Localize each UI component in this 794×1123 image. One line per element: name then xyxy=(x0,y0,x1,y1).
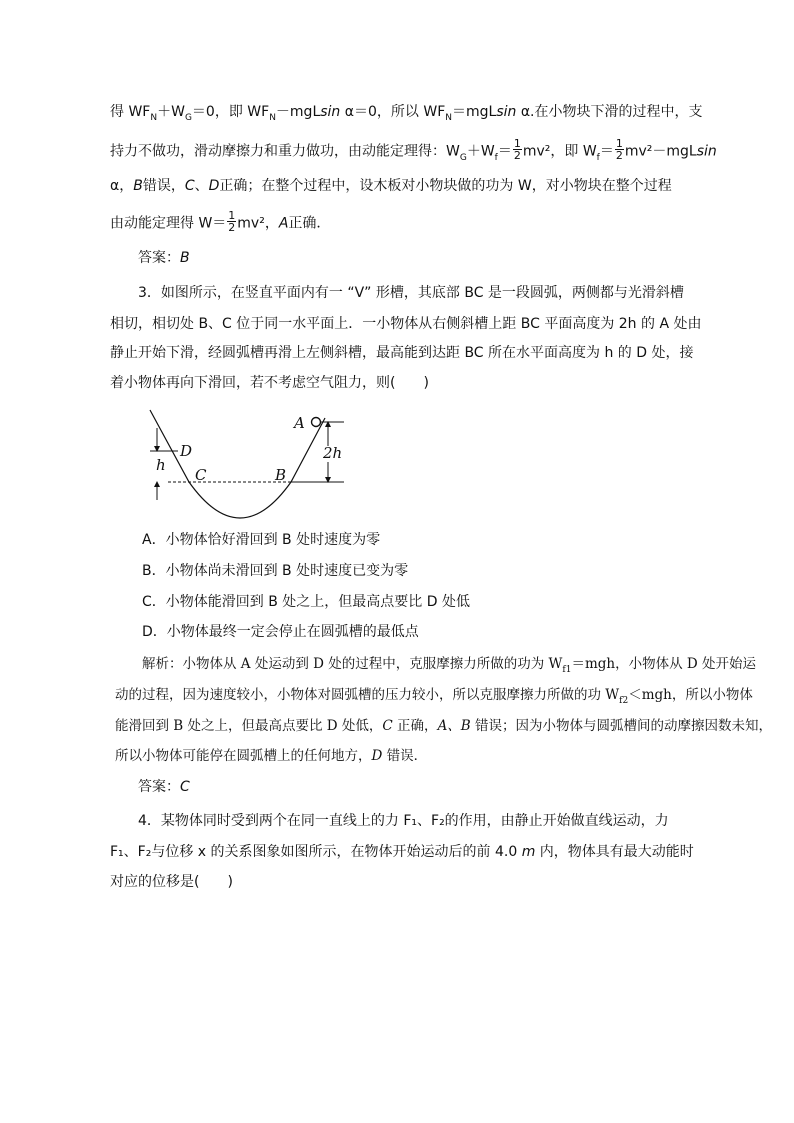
analysis-line-3: 能滑回到 B 处之上，但最高点要比 D 处低，C 正确，A、B 错误；因为小物体与圆弧槽间的动摩擦因数未知， xyxy=(115,718,773,734)
analysis-line-1: 解析：小物体从 A 处运动到 D 处的过程中，克服摩擦力所做的功为 $W_{f1}=mgh$，小物体从 D 处开始运 xyxy=(142,656,757,675)
label-h: h xyxy=(156,456,166,474)
option-d: D．小物体最终一定会停止在圆弧槽的最低点 xyxy=(142,624,419,640)
q3-line-4: 着小物体再向下滑回，若不考虑空气阻力，则( ) xyxy=(110,375,429,391)
q3-line-1: 3．如图所示，在竖直平面内有一 “V” 形槽，其底部 BC 是一段圆弧，两侧都与光滑斜槽 xyxy=(138,285,684,301)
q4-line-1: 4．某物体同时受到两个在同一直线上的力 F₁、F₂的作用，由静止开始做直线运动，力 xyxy=(138,813,669,829)
analysis-line-2: 动的过程，因为速度较小，小物体对圆弧槽的压力较小，所以克服摩擦力所做的功 $W_{f2}<mgh$，所以小物体 xyxy=(115,687,753,706)
option-a: A．小物体恰好滑回到 B 处时速度为零 xyxy=(142,532,381,548)
answer-1: 答案：B xyxy=(138,250,190,266)
option-b: B．小物体尚未滑回到 B 处时速度已变为零 xyxy=(142,563,409,579)
label-2h: 2h xyxy=(323,444,343,462)
analysis-line-4: 所以小物体可能停在圆弧槽上的任何地方，D 错误． xyxy=(115,748,428,764)
solution-line-4: 由动能定理得 W＝ $\frac{1}{2}$ mv²，A正确． xyxy=(110,209,331,234)
q4-line-2: F₁、F₂与位移 x 的关系图象如图所示，在物体开始运动后的前 4.0 m 内，物体具有最大动能时 xyxy=(110,844,694,860)
q4-line-3: 对应的位移是( ) xyxy=(110,874,233,890)
fraction-one-half: $\frac{1}{2}$ xyxy=(513,137,521,162)
q3-line-2: 相切，相切处 B、C 位于同一水平面上．一小物体从右侧斜槽上距 BC 平面高度为 2h 的 A 处由 xyxy=(110,316,702,332)
fraction-one-half: $\frac{1}{2}$ xyxy=(615,137,623,162)
label-a: A xyxy=(294,414,305,432)
solution-line-3: α，B错误，C、D正确；在整个过程中，设木板对小物块做的功为 W，对小物块在整个过程 xyxy=(110,178,672,194)
option-c: C．小物体能滑回到 B 处之上，但最高点要比 D 处低 xyxy=(142,594,470,610)
object-ball xyxy=(312,418,321,427)
answer-2: 答案：C xyxy=(138,779,190,795)
label-b: B xyxy=(275,466,287,484)
q3-line-3: 静止开始下滑，经圆弧槽再滑上左侧斜槽，最高能到达距 BC 所在水平面高度为 h 的 D 处，接 xyxy=(110,345,694,361)
fraction-one-half: $\frac{1}{2}$ xyxy=(228,209,236,234)
solution-line-1: 得 $WF_N+W_G=0$，即 $WF_N-mgLsin$ α＝0，所以 $WF_N=mgLsin$ α.在小物块下滑的过程中，支 xyxy=(110,104,703,123)
solution-line-2: 持力不做功，滑动摩擦力和重力做功，由动能定理得：$W_G+W_f=$ $\frac{1}{2}$ mv²，即 $W_f=$ $\frac{1}{2}$ mv²－mgLsin xyxy=(110,137,717,163)
v-groove-diagram xyxy=(140,404,350,526)
label-c: C xyxy=(195,466,207,484)
label-d: D xyxy=(180,442,193,460)
